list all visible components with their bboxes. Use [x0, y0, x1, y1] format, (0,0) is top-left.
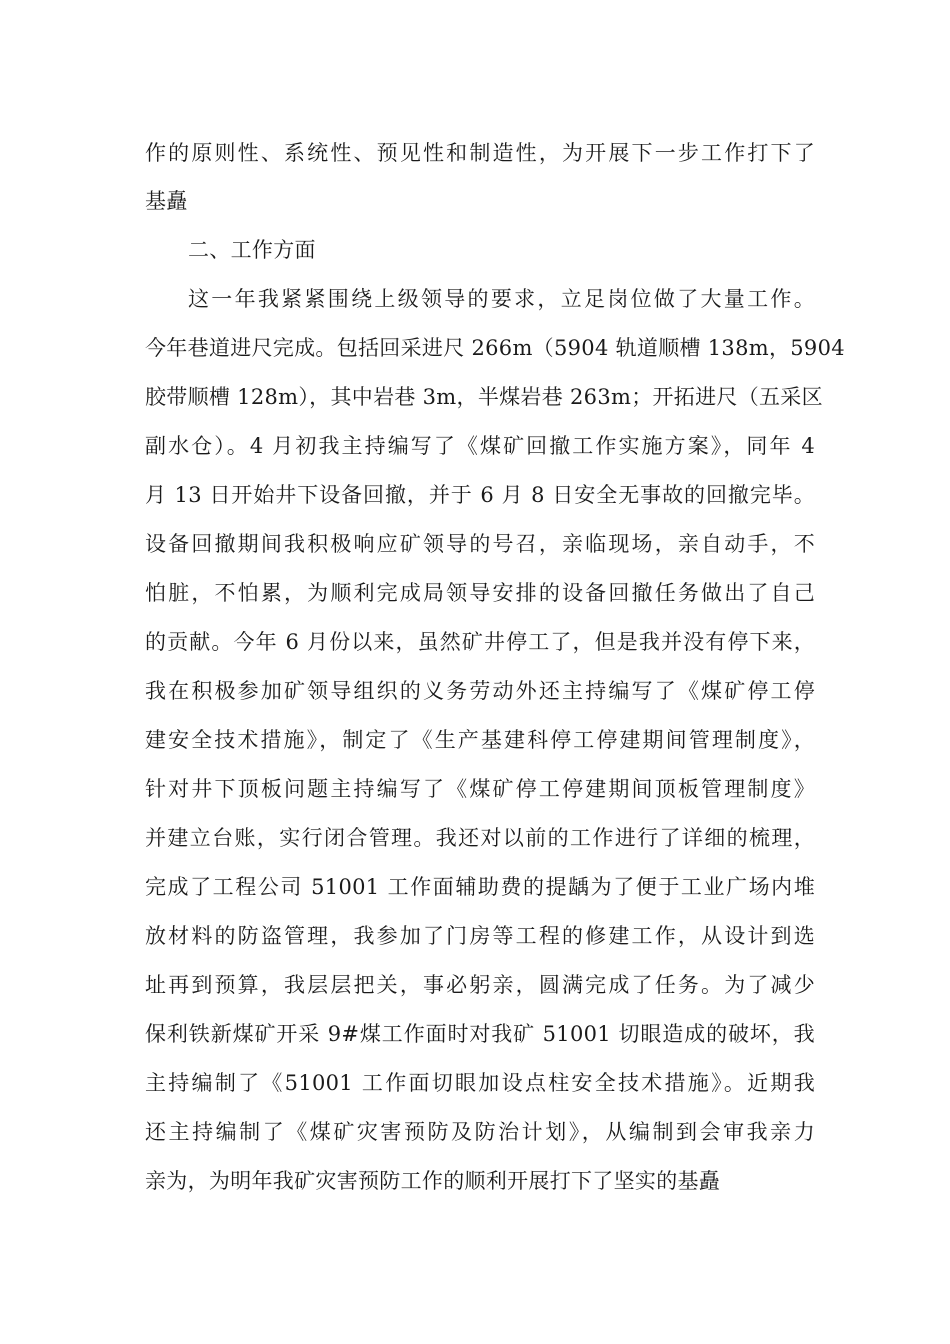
text-line-22: 亲为，为明年我矿灾害预防工作的顺利开展打下了坚实的基矗 [145, 1169, 721, 1193]
text-line-17: 放材料的防盗管理，我参加了门房等工程的修建工作，从设计到选 [145, 924, 815, 948]
text-line-14: 针对井下顶板问题主持编写了《煤矿停工停建期间顶板管理制度》 [145, 777, 815, 801]
text-line-16: 完成了工程公司 51001 工作面辅助费的提龋为了便于工业广场内堆 [145, 875, 815, 899]
text-line-2: 基矗 [145, 189, 188, 213]
text-line-10: 怕脏，不怕累，为顺利完成局领导安排的设备回撤任务做出了自己 [145, 581, 815, 605]
text-line-1: 作的原则性、系统性、预见性和制造性，为开展下一步工作打下了 [145, 141, 815, 165]
text-line-8: 月 13 日开始井下设备回撤，并于 6 月 8 日安全无事故的回撤完毕。 [145, 483, 815, 507]
text-line-15: 并建立台账，实行闭合管理。我还对以前的工作进行了详细的梳理， [145, 826, 815, 850]
text-line-6: 胶带顺槽 128m），其中岩巷 3m，半煤岩巷 263m；开拓进尺（五采区 [145, 385, 823, 409]
text-line-13: 建安全技术措施》，制定了《生产基建科停工停建期间管理制度》， [145, 728, 815, 752]
text-line-9: 设备回撤期间我积极响应矿领导的号召，亲临现场，亲自动手，不 [145, 532, 815, 556]
text-line-21: 还主持编制了《煤矿灾害预防及防治计划》，从编制到会审我亲力 [145, 1120, 815, 1144]
section-heading: 二、工作方面 [188, 238, 316, 262]
text-line-18: 址再到预算，我层层把关，事必躬亲，圆满完成了任务。为了减少 [145, 973, 815, 997]
text-line-20: 主持编制了《51001 工作面切眼加设点柱安全技术措施》。近期我 [145, 1071, 815, 1095]
text-line-7: 副水仓）。4 月初我主持编写了《煤矿回撤工作实施方案》，同年 4 [145, 434, 815, 458]
text-line-19: 保利铁新煤矿开采 9#煤工作面时对我矿 51001 切眼造成的破坏，我 [145, 1022, 815, 1046]
text-line-5: 今年巷道进尺完成。包括回采进尺 266m（5904 轨道顺槽 138m，5904 [145, 336, 845, 360]
text-line-12: 我在积极参加矿领导组织的义务劳动外还主持编写了《煤矿停工停 [145, 679, 815, 703]
text-line-11: 的贡献。今年 6 月份以来，虽然矿井停工了，但是我并没有停下来， [145, 630, 815, 654]
text-line-4: 这一年我紧紧围绕上级领导的要求，立足岗位做了大量工作。 [188, 287, 815, 311]
